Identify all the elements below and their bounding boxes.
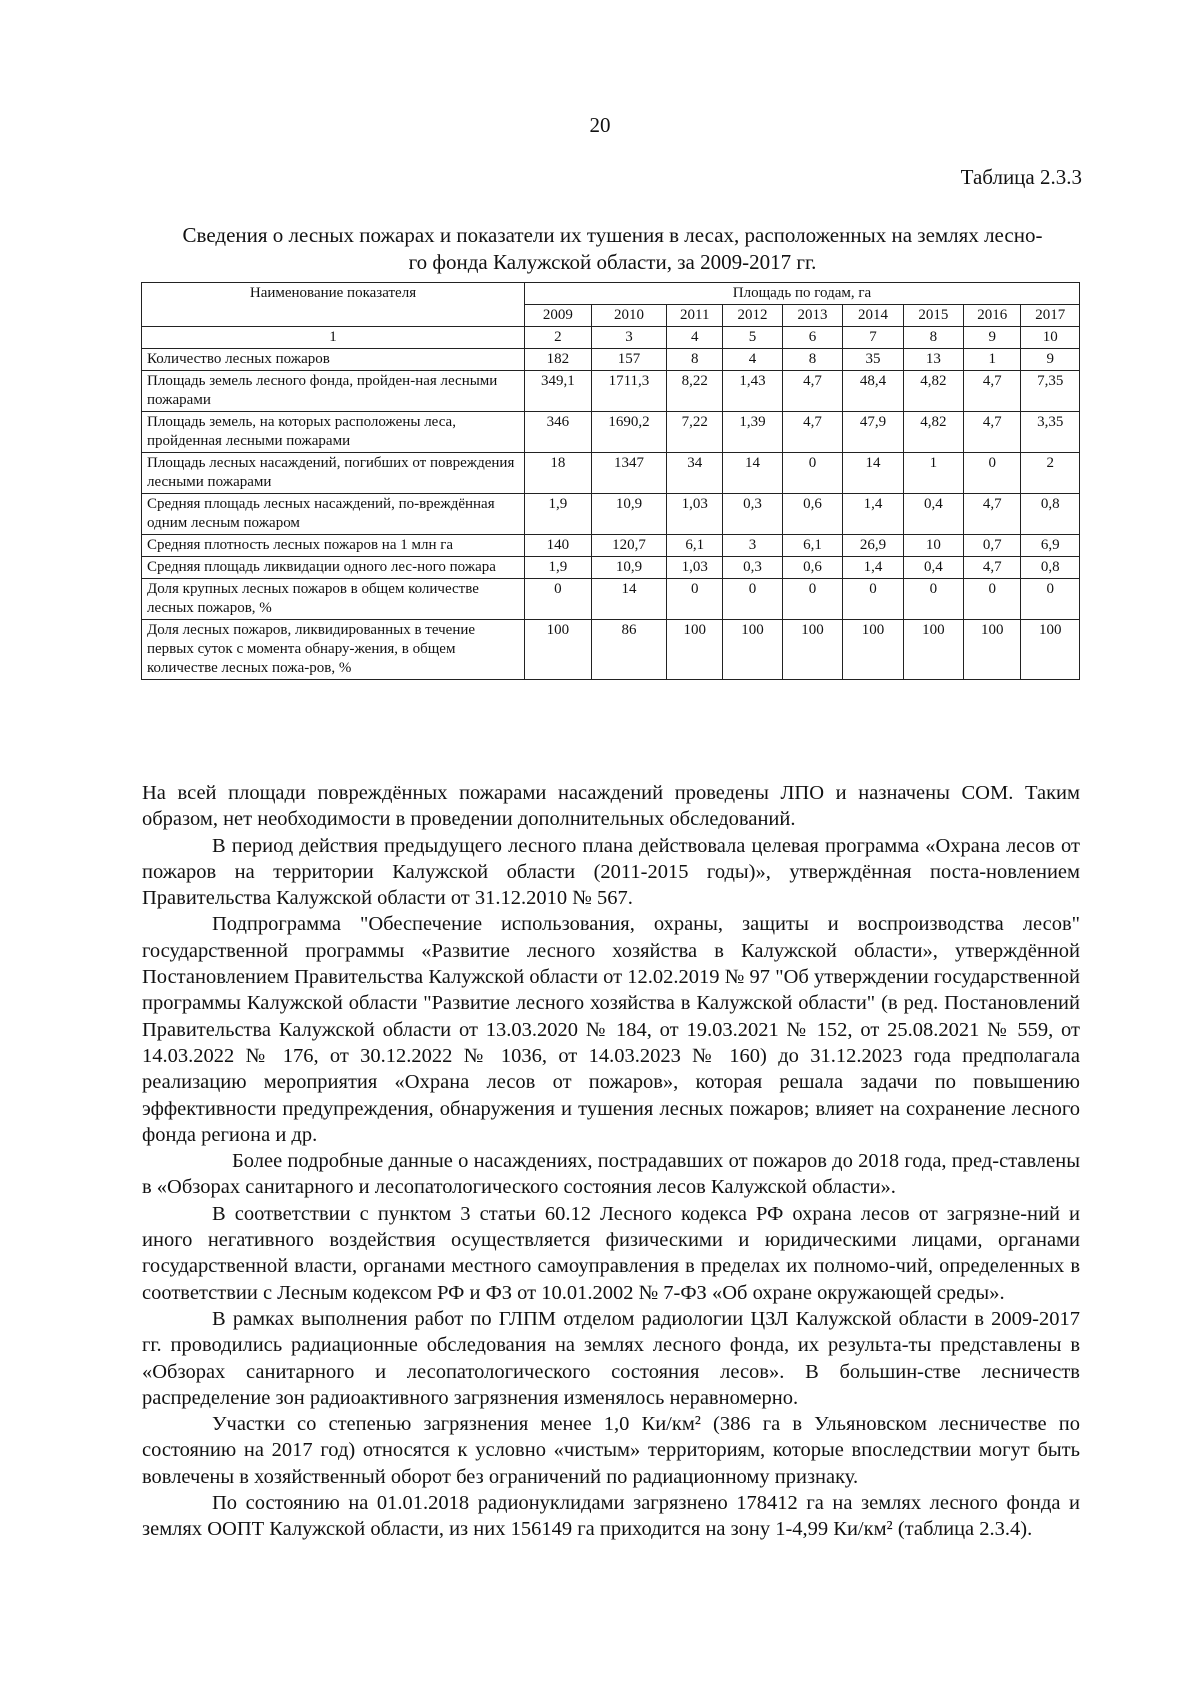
value-cell: 4,82 [903, 412, 963, 453]
value-cell: 0,7 [964, 535, 1021, 557]
row-label: Средняя площадь ликвидации одного лес-ного пожара [142, 557, 525, 579]
table-row [142, 494, 1080, 535]
value-cell: 120,7 [591, 535, 666, 557]
table-row [142, 412, 1080, 453]
value-cell: 14 [591, 579, 666, 620]
paragraph: В период действия предыдущего лесного плана действовала целевая программа «Охрана лесов от пожаров на территории Калужской области (2011-2015 годы)», утверждённая поста-новлением Правительства Калужской области от 31.12.2010 № 567. [142, 834, 1080, 910]
value-cell: 0,8 [1021, 494, 1080, 535]
value-cell: 0,4 [903, 557, 963, 579]
column-number-cell: 7 [843, 327, 903, 349]
value-cell: 9 [1021, 349, 1080, 371]
value-cell: 1,4 [843, 557, 903, 579]
table-caption-line: го фонда Калужской области, за 2009-2017 гг. [408, 250, 817, 274]
column-number-cell: 10 [1021, 327, 1080, 349]
value-cell: 0 [667, 579, 723, 620]
value-cell: 2 [1021, 453, 1080, 494]
value-cell: 0,6 [782, 494, 842, 535]
year-header: 2017 [1021, 305, 1080, 327]
value-cell: 100 [723, 620, 782, 680]
table-caption-line: Сведения о лесных пожарах и показатели их тушения в лесах, расположенных на землях лесно- [182, 223, 1043, 247]
table-row [142, 371, 1080, 412]
value-cell: 100 [782, 620, 842, 680]
page-number: 20 [589, 113, 611, 137]
table-row [142, 620, 1080, 680]
value-cell: 1 [903, 453, 963, 494]
value-cell: 100 [903, 620, 963, 680]
value-cell: 4,7 [964, 412, 1021, 453]
value-cell: 26,9 [843, 535, 903, 557]
paragraph: Подпрограмма "Обеспечение использования, охраны, защиты и воспроизводства лесов" государственной программы «Развитие лесного хозяйства в Калужской области», утверждённой Постановлением Правительства Калужской области от 12.02.2019 № 97 "Об утверждении государственной программы Калужской области "Развитие лесного хозяйства в Калужской области" (в ред. Постановлений Правительства Калужской области от 13.03.2020 № 184, от 19.03.2021 № 152, от 25.08.2021 № 559, от 14.03.2022 № 176, от 30.12.2022 № 1036, от 14.03.2023 № 160) до 31.12.2023 года предполагала реализацию мероприятия «Охрана лесов от пожаров», которая решала задачи по повышению эффективности предупреждения, обнаружения и тушения лесных пожаров; влияет на сохранение лесного фонда региона и др. [142, 913, 1080, 1146]
column-number-cell: 2 [524, 327, 591, 349]
row-label: Доля лесных пожаров, ликвидированных в течение первых суток с момента обнару-жения, в общем количестве лесных пожа-ров, % [142, 620, 525, 680]
value-cell: 1,39 [723, 412, 782, 453]
value-cell: 1347 [591, 453, 666, 494]
value-cell: 1690,2 [591, 412, 666, 453]
value-cell: 1,4 [843, 494, 903, 535]
table-row [142, 557, 1080, 579]
value-cell: 0 [964, 579, 1021, 620]
table-caption [145, 222, 1080, 276]
value-cell: 182 [524, 349, 591, 371]
fire-statistics-table [141, 282, 1080, 680]
year-header: 2010 [591, 305, 666, 327]
year-header: 2015 [903, 305, 963, 327]
value-cell: 8 [667, 349, 723, 371]
value-cell: 1 [964, 349, 1021, 371]
value-cell: 0,3 [723, 557, 782, 579]
column-number-cell: 4 [667, 327, 723, 349]
value-cell: 4,7 [964, 371, 1021, 412]
year-header: 2016 [964, 305, 1021, 327]
column-header-area: Площадь по годам, га [524, 283, 1079, 305]
row-label: Средняя плотность лесных пожаров на 1 млн га [142, 535, 525, 557]
value-cell: 6,9 [1021, 535, 1080, 557]
value-cell: 0,8 [1021, 557, 1080, 579]
value-cell: 1,03 [667, 494, 723, 535]
row-label: Средняя площадь лесных насаждений, по-вреждённая одним лесным пожаром [142, 494, 525, 535]
paragraph: Участки со степенью загрязнения менее 1,0 Ки/км² (386 га в Ульяновском лесничестве по состоянию на 2017 год) относятся к условно «чистым» территориям, которые впоследствии могут быть вовлечены в хозяйственный оборот без ограничений по радиационному признаку. [142, 1413, 1080, 1488]
value-cell: 0,6 [782, 557, 842, 579]
value-cell: 14 [843, 453, 903, 494]
row-label: Площадь земель, на которых расположены леса, пройденная лесными пожарами [142, 412, 525, 453]
value-cell: 140 [524, 535, 591, 557]
value-cell: 100 [1021, 620, 1080, 680]
year-header: 2011 [667, 305, 723, 327]
row-label: Доля крупных лесных пожаров в общем количестве лесных пожаров, % [142, 579, 525, 620]
column-number-cell: 5 [723, 327, 782, 349]
value-cell: 34 [667, 453, 723, 494]
year-header: 2014 [843, 305, 903, 327]
value-cell: 100 [843, 620, 903, 680]
value-cell: 18 [524, 453, 591, 494]
row-label: Площадь лесных насаждений, погибших от повреждения лесными пожарами [142, 453, 525, 494]
value-cell: 3,35 [1021, 412, 1080, 453]
column-header-name: Наименование показателя [142, 283, 525, 327]
value-cell: 47,9 [843, 412, 903, 453]
column-number-cell: 8 [903, 327, 963, 349]
value-cell: 6,1 [782, 535, 842, 557]
value-cell: 48,4 [843, 371, 903, 412]
value-cell: 8,22 [667, 371, 723, 412]
value-cell: 3 [723, 535, 782, 557]
year-header: 2012 [723, 305, 782, 327]
column-number-cell: 3 [591, 327, 666, 349]
value-cell: 4 [723, 349, 782, 371]
paragraph: Более подробные данные о насаждениях, пострадавших от пожаров до 2018 года, пред-ставлены в «Обзорах санитарного и лесопатологического состояния лесов Калужской области». [142, 1150, 1080, 1199]
value-cell: 346 [524, 412, 591, 453]
value-cell: 1,43 [723, 371, 782, 412]
value-cell: 10 [903, 535, 963, 557]
table-header-row [142, 283, 1080, 305]
value-cell: 35 [843, 349, 903, 371]
column-number-cell: 6 [782, 327, 842, 349]
value-cell: 0 [782, 453, 842, 494]
value-cell: 4,7 [782, 412, 842, 453]
table-body [142, 349, 1080, 680]
value-cell: 0 [723, 579, 782, 620]
value-cell: 0 [1021, 579, 1080, 620]
paragraph: В соответствии с пунктом 3 статьи 60.12 Лесного кодекса РФ охрана лесов от загрязне-ний и иного негативного воздействия осуществляется физическими и юридическими лицами, органами государственной власти, органами местного самоуправления в пределах их полномо-чий, определенных в соответствии с Лесным кодексом РФ и ФЗ от 10.01.2002 № 7-ФЗ «Об охране окружающей среды». [142, 1202, 1080, 1304]
paragraph: В рамках выполнения работ по ГЛПМ отделом радиологии ЦЗЛ Калужской области в 2009-2017 гг. проводились радиационные обследования на землях лесного фонда, их результа-ты представлены в «Обзорах санитарного и лесопатологического состояния лесов». В большин-стве лесничеств распределение зон радиоактивного загрязнения изменялось неравномерно. [142, 1307, 1080, 1409]
value-cell: 86 [591, 620, 666, 680]
value-cell: 7,35 [1021, 371, 1080, 412]
value-cell: 7,22 [667, 412, 723, 453]
paragraph: На всей площади повреждённых пожарами насаждений проведены ЛПО и назначены СОМ. Таким образом, нет необходимости в проведении дополнительных обследований. [142, 782, 1080, 831]
value-cell: 1,9 [524, 494, 591, 535]
value-cell: 0,4 [903, 494, 963, 535]
value-cell: 13 [903, 349, 963, 371]
value-cell: 4,82 [903, 371, 963, 412]
value-cell: 14 [723, 453, 782, 494]
paragraph: По состоянию на 01.01.2018 радионуклидами загрязнено 178412 га на землях лесного фонда и землях ООПТ Калужской области, из них 156149 га приходится на зону 1-4,99 Ки/км² (таблица 2.3.4). [142, 1492, 1080, 1541]
year-header: 2013 [782, 305, 842, 327]
year-header: 2009 [524, 305, 591, 327]
value-cell: 6,1 [667, 535, 723, 557]
table-row [142, 349, 1080, 371]
value-cell: 0 [964, 453, 1021, 494]
value-cell: 8 [782, 349, 842, 371]
value-cell: 0 [782, 579, 842, 620]
value-cell: 157 [591, 349, 666, 371]
row-label: Количество лесных пожаров [142, 349, 525, 371]
value-cell: 4,7 [782, 371, 842, 412]
value-cell: 4,7 [964, 494, 1021, 535]
value-cell: 10,9 [591, 557, 666, 579]
value-cell: 100 [667, 620, 723, 680]
value-cell: 0 [524, 579, 591, 620]
value-cell: 10,9 [591, 494, 666, 535]
table-row [142, 535, 1080, 557]
value-cell: 100 [524, 620, 591, 680]
table-column-numbers-row [142, 327, 1080, 349]
body-text [142, 780, 1080, 1543]
value-cell: 100 [964, 620, 1021, 680]
value-cell: 0,3 [723, 494, 782, 535]
table-row [142, 579, 1080, 620]
value-cell: 0 [903, 579, 963, 620]
table-row [142, 453, 1080, 494]
row-label: Площадь земель лесного фонда, пройден-ная лесными пожарами [142, 371, 525, 412]
value-cell: 4,7 [964, 557, 1021, 579]
value-cell: 349,1 [524, 371, 591, 412]
value-cell: 1,03 [667, 557, 723, 579]
value-cell: 1711,3 [591, 371, 666, 412]
column-number-cell: 9 [964, 327, 1021, 349]
value-cell: 0 [843, 579, 903, 620]
column-number-cell: 1 [142, 327, 525, 349]
value-cell: 1,9 [524, 557, 591, 579]
table-label: Таблица 2.3.3 [960, 165, 1082, 189]
